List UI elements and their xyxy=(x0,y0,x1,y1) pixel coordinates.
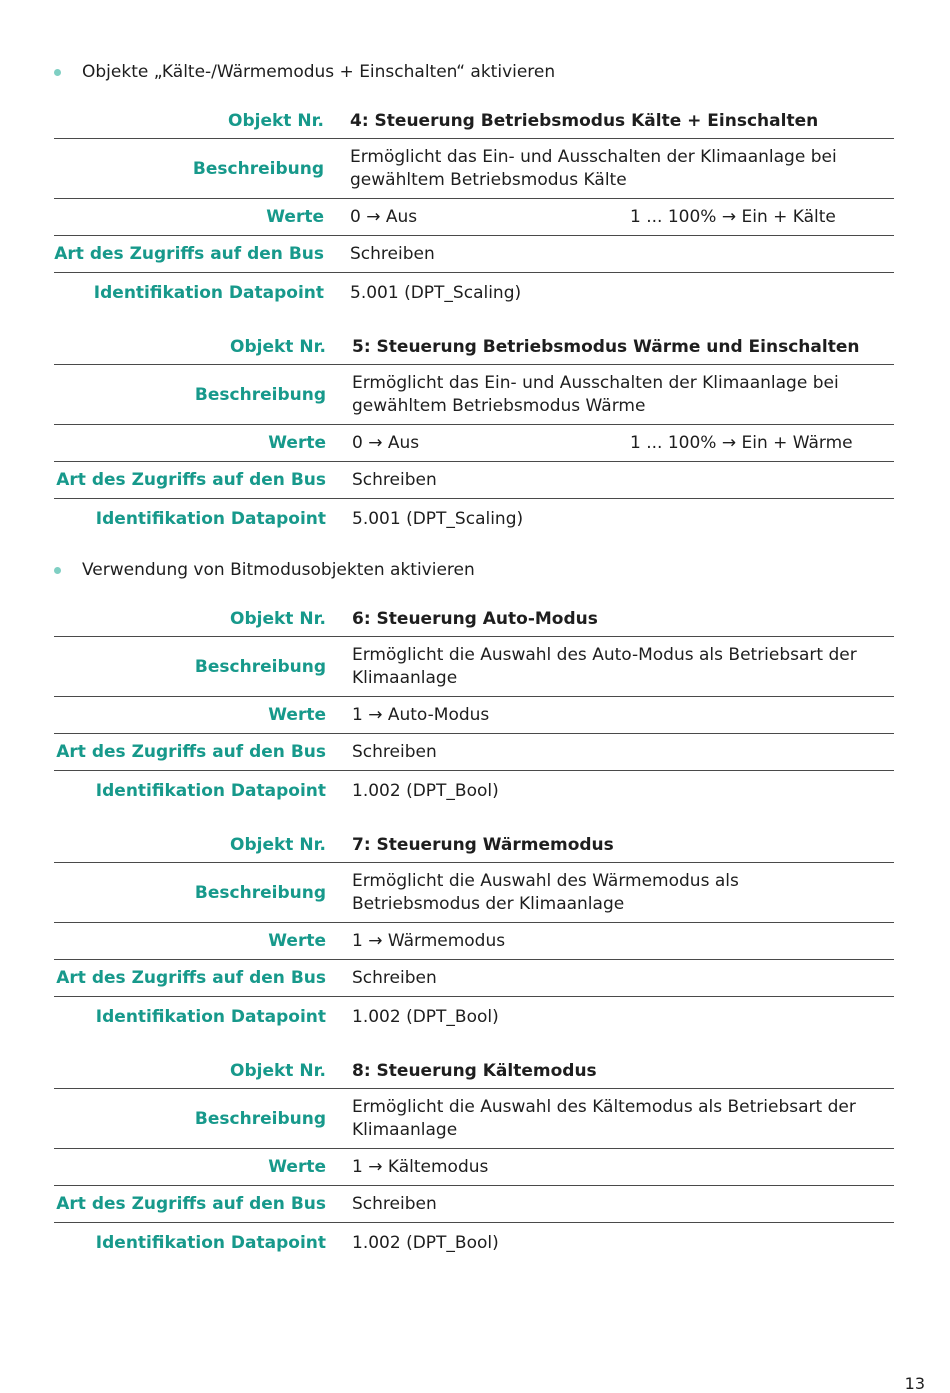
object-table-8 xyxy=(54,1054,894,1263)
value-werte-1: 0 → Aus xyxy=(350,206,418,227)
value-zugriff: Schreiben xyxy=(352,741,437,762)
row-zugriff xyxy=(54,960,894,997)
value-objekt: 4: Steuerung Betriebsmodus Kälte + Einschalten xyxy=(350,110,819,131)
label-beschreibung: Beschreibung xyxy=(194,384,326,405)
row-objekt xyxy=(54,828,894,863)
bullet-text: Verwendung von Bitmodusobjekten aktivieren xyxy=(82,560,475,580)
value-beschreibung xyxy=(352,372,839,418)
beschreibung-line-2: Klimaanlage xyxy=(352,667,458,688)
label-beschreibung: Beschreibung xyxy=(194,882,326,903)
value-beschreibung xyxy=(352,1096,856,1142)
row-datapoint xyxy=(54,771,894,811)
value-objekt: 5: Steuerung Betriebsmodus Wärme und Einschalten xyxy=(352,336,860,357)
value-zugriff: Schreiben xyxy=(352,967,437,988)
object-table-7 xyxy=(54,828,894,1037)
value-beschreibung xyxy=(352,644,857,690)
label-zugriff: Art des Zugriffs auf den Bus xyxy=(56,1194,326,1214)
value-werte-1: 0 → Aus xyxy=(352,432,420,453)
beschreibung-line-2: Klimaanlage xyxy=(352,1119,458,1140)
value-werte-2: 1 ... 100% → Ein + Wärme xyxy=(630,433,853,453)
row-werte xyxy=(54,425,894,462)
bullet-kaelte-waerme xyxy=(54,59,555,85)
object-table-4 xyxy=(54,104,894,313)
label-werte: Werte xyxy=(268,1157,326,1177)
row-objekt xyxy=(54,330,894,365)
beschreibung-line-1: Ermöglicht das Ein- und Ausschalten der Klimaanlage bei xyxy=(350,146,837,167)
row-datapoint xyxy=(54,499,894,539)
beschreibung-line-1: Ermöglicht das Ein- und Ausschalten der Klimaanlage bei xyxy=(352,372,839,393)
value-werte-1: 1 → Auto-Modus xyxy=(352,704,490,725)
beschreibung-line-2: gewähltem Betriebsmodus Wärme xyxy=(352,395,646,416)
label-werte: Werte xyxy=(268,433,326,453)
row-beschreibung xyxy=(54,863,894,923)
label-datapoint: Identifikation Datapoint xyxy=(95,1233,326,1253)
value-datapoint: 1.002 (DPT_Bool) xyxy=(352,1232,499,1253)
label-datapoint: Identifikation Datapoint xyxy=(95,781,326,801)
value-objekt: 6: Steuerung Auto-Modus xyxy=(352,608,598,629)
row-objekt xyxy=(54,602,894,637)
row-beschreibung xyxy=(54,139,894,199)
row-beschreibung xyxy=(54,1089,894,1149)
label-objekt: Objekt Nr. xyxy=(228,111,324,131)
label-beschreibung: Beschreibung xyxy=(192,158,324,179)
label-objekt: Objekt Nr. xyxy=(230,337,326,357)
value-zugriff: Schreiben xyxy=(352,1193,437,1214)
row-datapoint xyxy=(54,997,894,1037)
beschreibung-line-1: Ermöglicht die Auswahl des Wärmemodus als xyxy=(352,870,739,891)
page-number: 13 xyxy=(904,1374,925,1393)
beschreibung-line-2: gewähltem Betriebsmodus Kälte xyxy=(350,169,627,190)
value-werte-1: 1 → Wärmemodus xyxy=(352,930,506,951)
value-datapoint: 1.002 (DPT_Bool) xyxy=(352,780,499,801)
bullet-dot-icon xyxy=(54,567,61,574)
row-zugriff xyxy=(54,734,894,771)
bullet-text: Objekte „Kälte-/Wärmemodus + Einschalten“ aktivieren xyxy=(82,62,556,82)
object-table-6 xyxy=(54,602,894,811)
row-werte xyxy=(54,923,894,960)
value-datapoint: 1.002 (DPT_Bool) xyxy=(352,1006,499,1027)
label-datapoint: Identifikation Datapoint xyxy=(95,509,326,529)
value-objekt: 8: Steuerung Kältemodus xyxy=(352,1060,597,1081)
row-werte xyxy=(54,697,894,734)
value-werte-1: 1 → Kältemodus xyxy=(352,1156,489,1177)
label-objekt: Objekt Nr. xyxy=(230,835,326,855)
label-beschreibung: Beschreibung xyxy=(194,656,326,677)
beschreibung-line-2: Betriebsmodus der Klimaanlage xyxy=(352,893,625,914)
label-zugriff: Art des Zugriffs auf den Bus xyxy=(56,470,326,490)
label-zugriff: Art des Zugriffs auf den Bus xyxy=(56,968,326,988)
value-beschreibung xyxy=(350,146,837,192)
label-objekt: Objekt Nr. xyxy=(230,1061,326,1081)
value-datapoint: 5.001 (DPT_Scaling) xyxy=(352,508,524,529)
row-werte xyxy=(54,199,894,236)
beschreibung-line-1: Ermöglicht die Auswahl des Auto-Modus als Betriebsart der xyxy=(352,644,857,665)
row-datapoint xyxy=(54,273,894,313)
label-zugriff: Art des Zugriffs auf den Bus xyxy=(56,742,326,762)
row-zugriff xyxy=(54,1186,894,1223)
value-objekt: 7: Steuerung Wärmemodus xyxy=(352,834,614,855)
label-beschreibung: Beschreibung xyxy=(194,1108,326,1129)
object-table-5 xyxy=(54,330,894,539)
label-werte: Werte xyxy=(266,207,324,227)
row-zugriff xyxy=(54,236,894,273)
row-beschreibung xyxy=(54,637,894,697)
row-zugriff xyxy=(54,462,894,499)
bullet-bitmodus xyxy=(54,557,475,583)
row-beschreibung xyxy=(54,365,894,425)
label-werte: Werte xyxy=(268,931,326,951)
label-objekt: Objekt Nr. xyxy=(230,609,326,629)
value-datapoint: 5.001 (DPT_Scaling) xyxy=(350,282,522,303)
label-datapoint: Identifikation Datapoint xyxy=(95,1007,326,1027)
label-werte: Werte xyxy=(268,705,326,725)
value-werte-2: 1 ... 100% → Ein + Kälte xyxy=(630,207,836,227)
label-zugriff: Art des Zugriffs auf den Bus xyxy=(54,244,324,264)
value-zugriff: Schreiben xyxy=(350,243,435,264)
row-datapoint xyxy=(54,1223,894,1263)
row-objekt xyxy=(54,104,894,139)
value-zugriff: Schreiben xyxy=(352,469,437,490)
row-werte xyxy=(54,1149,894,1186)
value-beschreibung xyxy=(352,870,739,916)
beschreibung-line-1: Ermöglicht die Auswahl des Kältemodus als Betriebsart der xyxy=(352,1096,856,1117)
row-objekt xyxy=(54,1054,894,1089)
label-datapoint: Identifikation Datapoint xyxy=(93,283,324,303)
bullet-dot-icon xyxy=(54,69,61,76)
